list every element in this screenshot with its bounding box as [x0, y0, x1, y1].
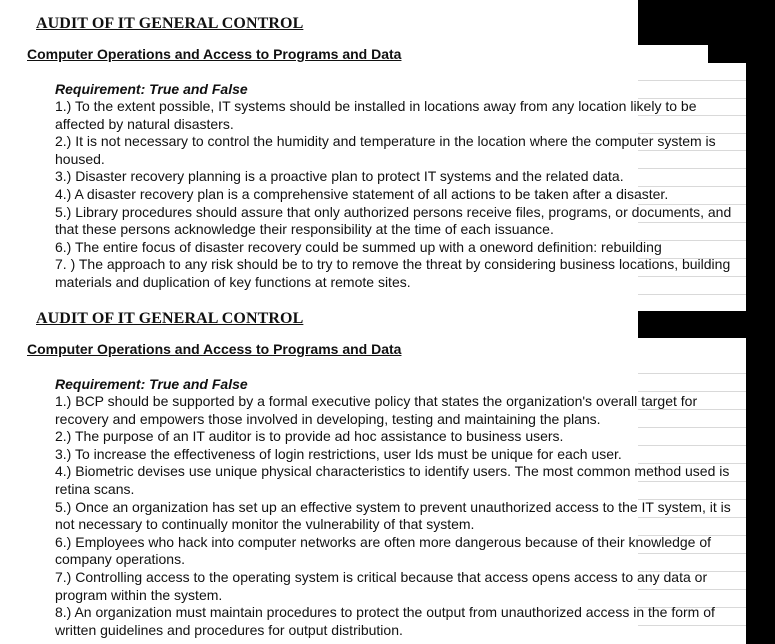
black-block-upper-strip: [746, 63, 775, 311]
statement-list: [55, 393, 743, 639]
black-block-mid: [638, 311, 775, 338]
gridline: [638, 391, 746, 392]
statement-item: 5.) Library procedures should assure that only authorized persons receive files, programs, or documents, and that these persons acknowledge their responsibility at the time of each issuance.: [55, 203, 732, 238]
statement-item: 6.) The entire focus of disaster recovery could be summed up with a oneword definition: rebuilding: [55, 238, 662, 255]
statement-item: 1.) To the extent possible, IT systems should be installed in locations away from any location likely to be affected by natural disasters.: [55, 98, 697, 132]
section-subtitle: Computer Operations and Access to Programs and Data: [27, 46, 402, 62]
gridline: [638, 80, 746, 81]
black-block-bottom-strip: [746, 338, 775, 644]
statement-item: 4.) Biometric devises use unique physical characteristics to identify users. The most common method used is retina scans.: [55, 463, 730, 497]
requirement-label: Requirement: True and False: [55, 376, 248, 392]
statement-item: 7. ) The approach to any risk should be to try to remove the threat by considering business locations, building materials and duplication of key functions at remote sites.: [55, 256, 731, 290]
statement-item: 5.) Once an organization has set up an effective system to prevent unauthorized access to the IT system, it is not necessary to continually monitor the vulnerability of that system.: [55, 498, 731, 533]
statement-item: 2.) It is not necessary to control the humidity and temperature in the location where the computer system is housed.: [55, 133, 716, 167]
section-title: AUDIT OF IT GENERAL CONTROL: [36, 15, 304, 32]
gridline: [638, 373, 746, 374]
section-title: AUDIT OF IT GENERAL CONTROL: [36, 310, 304, 327]
black-block-top: [638, 0, 775, 45]
statement-item: 4.) A disaster recovery plan is a comprehensive statement of all actions to be taken after a disaster.: [55, 185, 669, 202]
statement-list: [55, 98, 743, 292]
requirement-label: Requirement: True and False: [55, 81, 248, 97]
statement-item: 7.) Controlling access to the operating system is critical because that access opens access to any data or program within the system.: [55, 568, 708, 603]
gridline: [638, 294, 746, 295]
statement-item: 3.) To increase the effectiveness of login restrictions, user Ids must be unique for each user.: [55, 445, 622, 462]
statement-item: 2.) The purpose of an IT auditor is to provide ad hoc assistance to business users.: [55, 428, 564, 445]
statement-item: 8.) An organization must maintain procedures to protect the output from unauthorized access in the form of written guidelines and procedures for output distribution.: [55, 604, 715, 638]
statement-item: 6.) Employees who hack into computer networks are often more dangerous because of their knowledge of company operations.: [55, 533, 712, 568]
statement-item: 1.) BCP should be supported by a formal executive policy that states the organization's overall target for recovery and empowers those involved in developing, testing and maintaining the plans.: [55, 393, 698, 427]
black-block-top-right: [708, 45, 775, 63]
section-subtitle: Computer Operations and Access to Programs and Data: [27, 341, 402, 357]
statement-item: 3.) Disaster recovery planning is a proactive plan to protect IT systems and the related data.: [55, 168, 624, 185]
